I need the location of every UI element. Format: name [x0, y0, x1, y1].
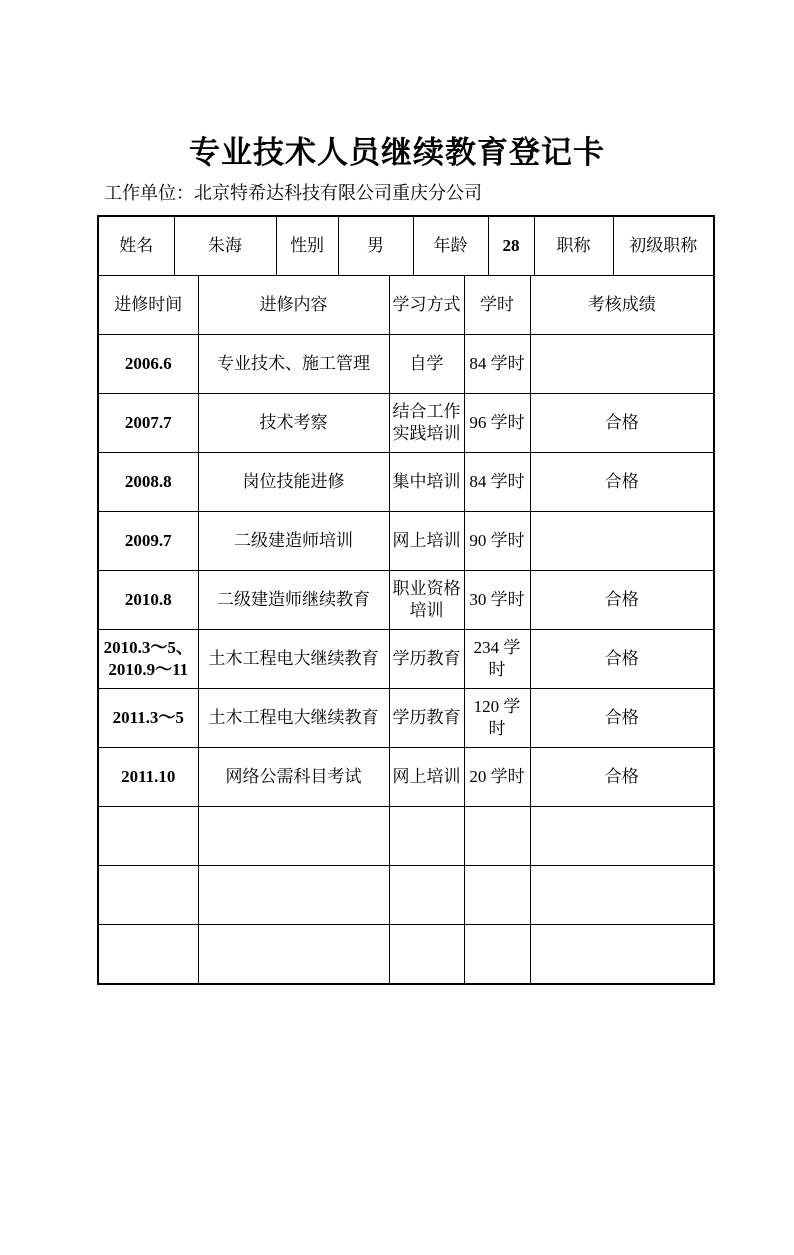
education-row — [99, 630, 713, 689]
method-cell — [389, 807, 464, 866]
time-cell: 2011.10 — [99, 748, 198, 807]
method-cell: 结合工作实践培训 — [389, 394, 464, 453]
education-row-empty — [99, 925, 713, 984]
method-cell: 网上培训 — [389, 748, 464, 807]
hours-cell: 84 学时 — [464, 335, 530, 394]
personal-info-table — [99, 217, 713, 276]
content-cell — [198, 807, 389, 866]
time-cell: 2008.8 — [99, 453, 198, 512]
time-cell: 2006.6 — [99, 335, 198, 394]
content-cell — [198, 925, 389, 984]
result-cell — [530, 512, 713, 571]
content-cell: 专业技术、施工管理 — [198, 335, 389, 394]
col-header-result: 考核成绩 — [530, 276, 713, 335]
hours-cell: 120 学时 — [464, 689, 530, 748]
result-cell — [530, 335, 713, 394]
time-cell — [99, 925, 198, 984]
col-header-method: 学习方式 — [389, 276, 464, 335]
table-header-row — [99, 276, 713, 335]
result-cell — [530, 807, 713, 866]
work-unit-label: 工作单位： — [104, 182, 194, 203]
time-cell: 2011.3～5 — [99, 689, 198, 748]
hours-cell: 96 学时 — [464, 394, 530, 453]
time-cell: 2010.3～5、2010.9～11 — [99, 630, 198, 689]
time-cell: 2009.7 — [99, 512, 198, 571]
method-cell: 网上培训 — [389, 512, 464, 571]
method-cell: 自学 — [389, 335, 464, 394]
content-cell: 岗位技能进修 — [198, 453, 389, 512]
content-cell: 技术考察 — [198, 394, 389, 453]
hours-cell: 84 学时 — [464, 453, 530, 512]
result-cell — [530, 866, 713, 925]
name-label-cell: 姓名 — [99, 217, 174, 276]
result-cell: 合格 — [530, 748, 713, 807]
hours-cell: 30 学时 — [464, 571, 530, 630]
content-cell: 网络公需科目考试 — [198, 748, 389, 807]
hours-cell: 20 学时 — [464, 748, 530, 807]
education-row — [99, 453, 713, 512]
age-label-cell: 年龄 — [413, 217, 488, 276]
content-cell — [198, 866, 389, 925]
content-cell: 二级建造师培训 — [198, 512, 389, 571]
method-cell — [389, 866, 464, 925]
name-value-cell: 朱海 — [174, 217, 276, 276]
page-title: 专业技术人员继续教育登记卡 — [189, 135, 605, 170]
work-unit-line — [104, 183, 794, 205]
method-cell: 学历教育 — [389, 689, 464, 748]
method-cell: 职业资格培训 — [389, 571, 464, 630]
age-value-cell: 28 — [488, 217, 534, 276]
result-cell: 合格 — [530, 630, 713, 689]
education-row — [99, 571, 713, 630]
method-cell — [389, 925, 464, 984]
education-row — [99, 394, 713, 453]
hours-cell: 90 学时 — [464, 512, 530, 571]
education-row — [99, 335, 713, 394]
time-cell — [99, 807, 198, 866]
jobtitle-label-cell: 职称 — [534, 217, 613, 276]
method-cell: 集中培训 — [389, 453, 464, 512]
result-cell: 合格 — [530, 453, 713, 512]
result-cell — [530, 925, 713, 984]
col-header-hours: 学时 — [464, 276, 530, 335]
education-row-empty — [99, 807, 713, 866]
content-cell: 二级建造师继续教育 — [198, 571, 389, 630]
education-row-empty — [99, 866, 713, 925]
result-cell: 合格 — [530, 689, 713, 748]
time-cell — [99, 866, 198, 925]
hours-cell: 234 学时 — [464, 630, 530, 689]
method-cell: 学历教育 — [389, 630, 464, 689]
education-row — [99, 748, 713, 807]
result-cell: 合格 — [530, 394, 713, 453]
education-records-table — [99, 276, 713, 983]
personal-info-row — [99, 217, 713, 276]
education-row — [99, 689, 713, 748]
registration-card-table — [97, 215, 715, 985]
education-row — [99, 512, 713, 571]
hours-cell — [464, 807, 530, 866]
gender-label-cell: 性别 — [276, 217, 338, 276]
result-cell: 合格 — [530, 571, 713, 630]
content-cell: 土木工程电大继续教育 — [198, 689, 389, 748]
time-cell: 2007.7 — [99, 394, 198, 453]
col-header-content: 进修内容 — [198, 276, 389, 335]
jobtitle-value-cell: 初级职称 — [613, 217, 713, 276]
content-cell: 土木工程电大继续教育 — [198, 630, 389, 689]
gender-value-cell: 男 — [338, 217, 413, 276]
time-cell: 2010.8 — [99, 571, 198, 630]
hours-cell — [464, 925, 530, 984]
col-header-time: 进修时间 — [99, 276, 198, 335]
work-unit-value: 北京特希达科技有限公司重庆分公司 — [194, 182, 482, 203]
hours-cell — [464, 866, 530, 925]
